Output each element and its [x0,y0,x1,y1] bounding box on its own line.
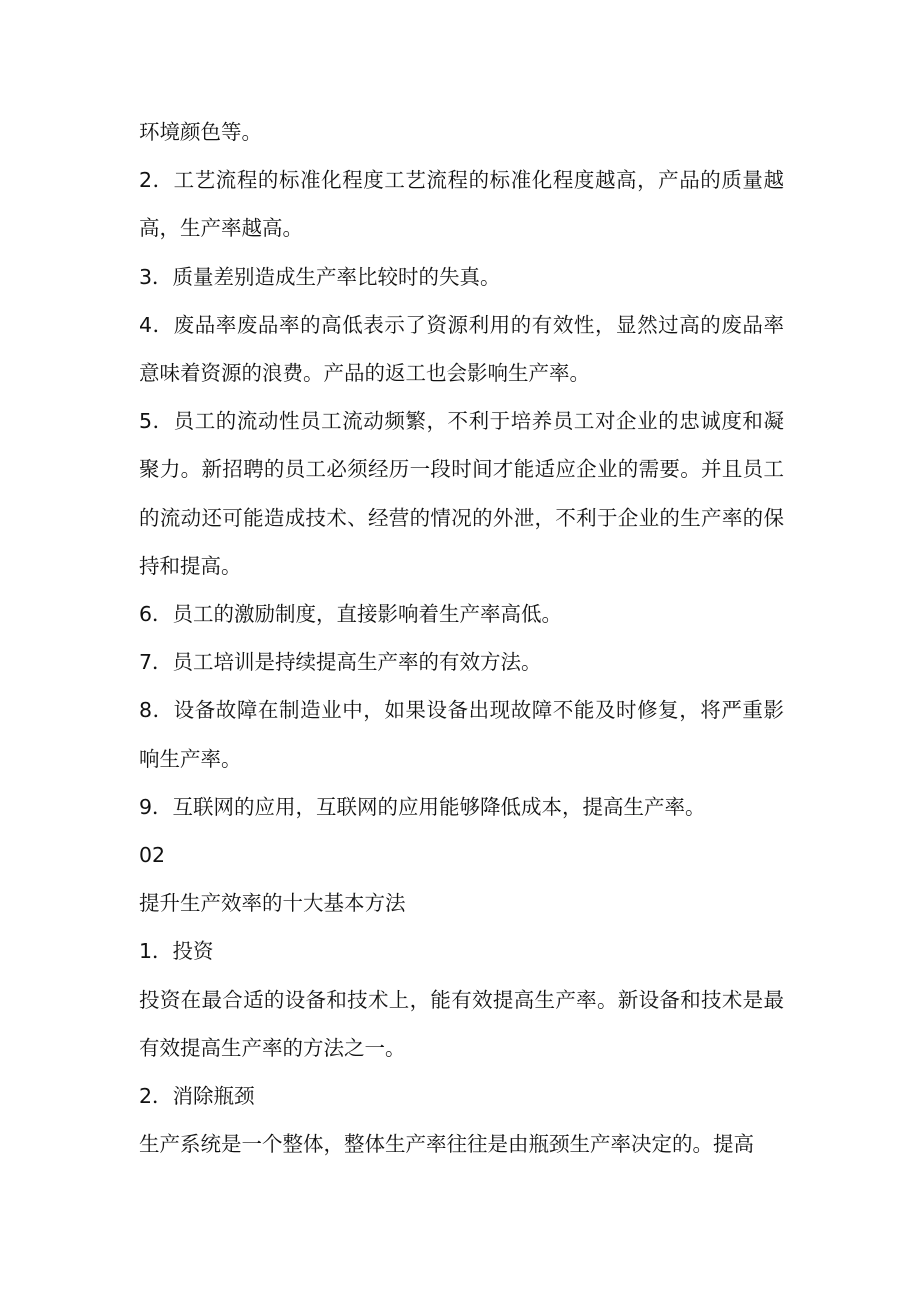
method-1-heading: 1．投资 [139,939,214,964]
method-2-body: 生产系统是一个整体，整体生产率往往是由瓶颈生产率决定的。提高 [139,1132,754,1157]
method-1-body: 投资在最合适的设备和技术上，能有效提高生产率。新设备和技术是最有效提高生产率的方法之一。 [139,987,784,1060]
paragraph-item-4-scrap-rate: 4．废品率废品率的高低表示了资源利用的有效性，显然过高的废品率意味着资源的浪费。产品的返工也会影响生产率。 [139,312,784,386]
paragraph-item-7-training: 7．员工培训是持续提高生产率的有效方法。 [139,650,542,675]
document-body [139,108,784,1168]
paragraph-continuation: 环境颜色等。 [139,120,262,144]
paragraph-item-9-internet: 9．互联网的应用，互联网的应用能够降低成本，提高生产率。 [139,794,706,819]
paragraph-item-5-staff-turnover: 5．员工的流动性员工流动频繁，不利于培养员工对企业的忠诚度和凝聚力。新招聘的员工必须经历一段时间才能适应企业的需要。并且员工的流动还可能造成技术、经营的情况的外泄，不利于企业的生产率的保持和提高。 [139,409,784,578]
paragraph-item-2-process-standardization: 2．工艺流程的标准化程度工艺流程的标准化程度越高，产品的质量越高，生产率越高。 [139,168,784,241]
paragraph-item-8-equipment-failure: 8．设备故障在制造业中，如果设备出现故障不能及时修复，将严重影响生产率。 [139,698,784,771]
section-number: 02 [139,843,166,868]
paragraph-item-6-incentives: 6．员工的激励制度，直接影响着生产率高低。 [139,602,563,627]
method-2-heading: 2．消除瓶颈 [139,1084,255,1109]
section-heading: 提升生产效率的十大基本方法 [139,891,406,916]
paragraph-item-3-quality-difference: 3．质量差别造成生产率比较时的失真。 [139,264,501,289]
